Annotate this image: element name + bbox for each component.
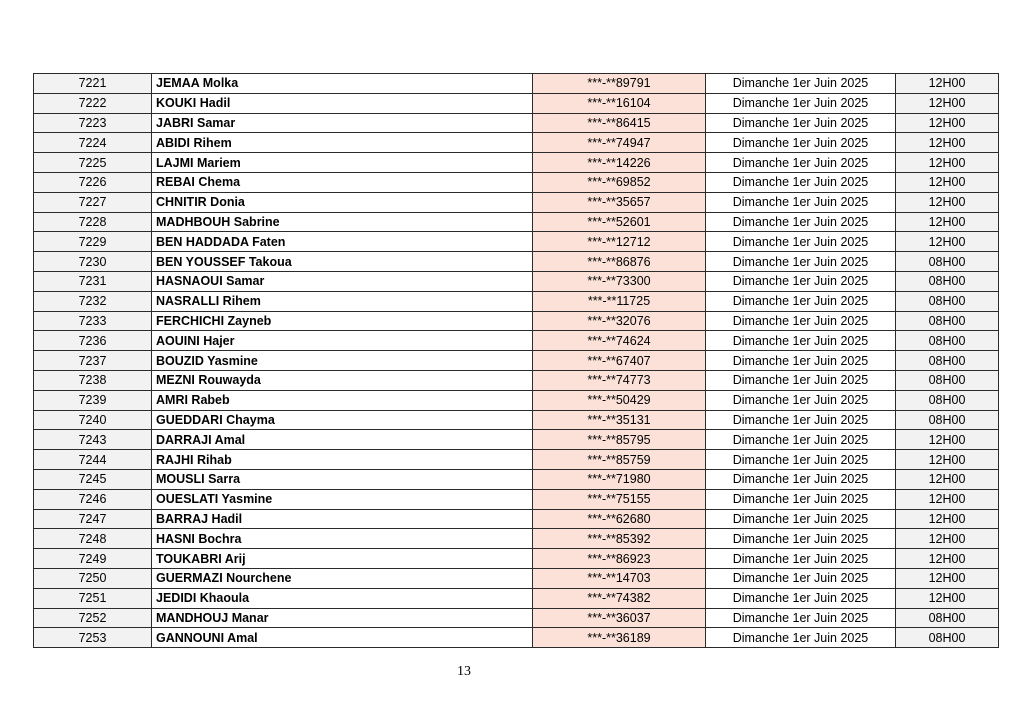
exam-date-cell: Dimanche 1er Juin 2025 <box>706 172 896 192</box>
row-number-cell: 7249 <box>34 549 152 569</box>
exam-time-cell: 08H00 <box>896 351 999 371</box>
masked-id-cell: ***-**86876 <box>533 252 706 272</box>
masked-id-cell: ***-**14703 <box>533 568 706 588</box>
exam-date-cell: Dimanche 1er Juin 2025 <box>706 568 896 588</box>
exam-date-cell: Dimanche 1er Juin 2025 <box>706 410 896 430</box>
exam-time-cell: 08H00 <box>896 311 999 331</box>
masked-id-cell: ***-**12712 <box>533 232 706 252</box>
masked-id-cell: ***-**14226 <box>533 153 706 173</box>
exam-time-cell: 12H00 <box>896 430 999 450</box>
candidate-name-cell: GUERMAZI Nourchene <box>152 568 533 588</box>
candidate-name-cell: JEMAA Molka <box>152 74 533 94</box>
table-row <box>34 469 999 489</box>
candidate-name-cell: KOUKI Hadil <box>152 93 533 113</box>
row-number-cell: 7245 <box>34 469 152 489</box>
exam-time-cell: 08H00 <box>896 608 999 628</box>
exam-time-cell: 12H00 <box>896 469 999 489</box>
row-number-cell: 7237 <box>34 351 152 371</box>
exam-date-cell: Dimanche 1er Juin 2025 <box>706 232 896 252</box>
exam-time-cell: 12H00 <box>896 93 999 113</box>
row-number-cell: 7236 <box>34 331 152 351</box>
candidate-name-cell: BEN YOUSSEF Takoua <box>152 252 533 272</box>
row-number-cell: 7239 <box>34 390 152 410</box>
exam-date-cell: Dimanche 1er Juin 2025 <box>706 212 896 232</box>
exam-date-cell: Dimanche 1er Juin 2025 <box>706 351 896 371</box>
exam-time-cell: 12H00 <box>896 153 999 173</box>
masked-id-cell: ***-**67407 <box>533 351 706 371</box>
page-number: 13 <box>457 664 471 679</box>
exam-date-cell: Dimanche 1er Juin 2025 <box>706 331 896 351</box>
exam-date-cell: Dimanche 1er Juin 2025 <box>706 450 896 470</box>
exam-date-cell: Dimanche 1er Juin 2025 <box>706 469 896 489</box>
candidate-name-cell: CHNITIR Donia <box>152 192 533 212</box>
row-number-cell: 7252 <box>34 608 152 628</box>
candidate-name-cell: RAJHI Rihab <box>152 450 533 470</box>
masked-id-cell: ***-**86415 <box>533 113 706 133</box>
table-row <box>34 192 999 212</box>
row-number-cell: 7223 <box>34 113 152 133</box>
candidate-name-cell: JABRI Samar <box>152 113 533 133</box>
exam-time-cell: 12H00 <box>896 74 999 94</box>
exam-time-cell: 12H00 <box>896 212 999 232</box>
candidate-name-cell: MADHBOUH Sabrine <box>152 212 533 232</box>
candidate-name-cell: AMRI Rabeb <box>152 390 533 410</box>
masked-id-cell: ***-**36189 <box>533 628 706 648</box>
masked-id-cell: ***-**32076 <box>533 311 706 331</box>
row-number-cell: 7233 <box>34 311 152 331</box>
table-row <box>34 133 999 153</box>
masked-id-cell: ***-**74773 <box>533 370 706 390</box>
exam-date-cell: Dimanche 1er Juin 2025 <box>706 370 896 390</box>
table-row <box>34 370 999 390</box>
table-row <box>34 430 999 450</box>
exam-time-cell: 12H00 <box>896 588 999 608</box>
row-number-cell: 7227 <box>34 192 152 212</box>
candidates-table <box>33 73 999 648</box>
masked-id-cell: ***-**52601 <box>533 212 706 232</box>
exam-time-cell: 08H00 <box>896 370 999 390</box>
row-number-cell: 7226 <box>34 172 152 192</box>
table-row <box>34 568 999 588</box>
candidate-name-cell: TOUKABRI Arij <box>152 549 533 569</box>
table-row <box>34 113 999 133</box>
row-number-cell: 7224 <box>34 133 152 153</box>
exam-time-cell: 08H00 <box>896 252 999 272</box>
row-number-cell: 7247 <box>34 509 152 529</box>
exam-date-cell: Dimanche 1er Juin 2025 <box>706 430 896 450</box>
masked-id-cell: ***-**35657 <box>533 192 706 212</box>
candidate-name-cell: MEZNI Rouwayda <box>152 370 533 390</box>
exam-time-cell: 12H00 <box>896 529 999 549</box>
table-row <box>34 509 999 529</box>
table-row <box>34 291 999 311</box>
masked-id-cell: ***-**62680 <box>533 509 706 529</box>
candidate-name-cell: FERCHICHI Zayneb <box>152 311 533 331</box>
exam-date-cell: Dimanche 1er Juin 2025 <box>706 153 896 173</box>
exam-date-cell: Dimanche 1er Juin 2025 <box>706 271 896 291</box>
candidate-name-cell: BOUZID Yasmine <box>152 351 533 371</box>
exam-time-cell: 12H00 <box>896 232 999 252</box>
row-number-cell: 7228 <box>34 212 152 232</box>
exam-time-cell: 12H00 <box>896 133 999 153</box>
exam-time-cell: 08H00 <box>896 331 999 351</box>
exam-date-cell: Dimanche 1er Juin 2025 <box>706 291 896 311</box>
candidate-name-cell: DARRAJI Amal <box>152 430 533 450</box>
table-row <box>34 252 999 272</box>
exam-date-cell: Dimanche 1er Juin 2025 <box>706 608 896 628</box>
candidate-name-cell: LAJMI Mariem <box>152 153 533 173</box>
table-row <box>34 351 999 371</box>
row-number-cell: 7238 <box>34 370 152 390</box>
table-row <box>34 331 999 351</box>
masked-id-cell: ***-**73300 <box>533 271 706 291</box>
candidate-name-cell: BEN HADDADA Faten <box>152 232 533 252</box>
exam-date-cell: Dimanche 1er Juin 2025 <box>706 74 896 94</box>
table-row <box>34 549 999 569</box>
candidate-name-cell: AOUINI Hajer <box>152 331 533 351</box>
table-row <box>34 390 999 410</box>
masked-id-cell: ***-**75155 <box>533 489 706 509</box>
row-number-cell: 7240 <box>34 410 152 430</box>
exam-date-cell: Dimanche 1er Juin 2025 <box>706 390 896 410</box>
row-number-cell: 7231 <box>34 271 152 291</box>
row-number-cell: 7222 <box>34 93 152 113</box>
masked-id-cell: ***-**85392 <box>533 529 706 549</box>
row-number-cell: 7244 <box>34 450 152 470</box>
table-row <box>34 529 999 549</box>
exam-time-cell: 12H00 <box>896 172 999 192</box>
masked-id-cell: ***-**86923 <box>533 549 706 569</box>
exam-date-cell: Dimanche 1er Juin 2025 <box>706 93 896 113</box>
exam-time-cell: 12H00 <box>896 113 999 133</box>
exam-date-cell: Dimanche 1er Juin 2025 <box>706 549 896 569</box>
exam-time-cell: 08H00 <box>896 410 999 430</box>
table-row <box>34 153 999 173</box>
exam-time-cell: 08H00 <box>896 291 999 311</box>
exam-date-cell: Dimanche 1er Juin 2025 <box>706 113 896 133</box>
exam-time-cell: 12H00 <box>896 192 999 212</box>
candidate-name-cell: REBAI Chema <box>152 172 533 192</box>
row-number-cell: 7246 <box>34 489 152 509</box>
masked-id-cell: ***-**74624 <box>533 331 706 351</box>
exam-date-cell: Dimanche 1er Juin 2025 <box>706 529 896 549</box>
candidate-name-cell: GUEDDARI Chayma <box>152 410 533 430</box>
table-row <box>34 271 999 291</box>
exam-date-cell: Dimanche 1er Juin 2025 <box>706 133 896 153</box>
exam-time-cell: 12H00 <box>896 568 999 588</box>
candidates-table-body <box>34 74 999 648</box>
table-row <box>34 311 999 331</box>
row-number-cell: 7221 <box>34 74 152 94</box>
candidate-name-cell: OUESLATI Yasmine <box>152 489 533 509</box>
table-row <box>34 232 999 252</box>
table-row <box>34 489 999 509</box>
row-number-cell: 7230 <box>34 252 152 272</box>
exam-time-cell: 12H00 <box>896 509 999 529</box>
candidate-name-cell: HASNI Bochra <box>152 529 533 549</box>
candidate-name-cell: NASRALLI Rihem <box>152 291 533 311</box>
candidate-name-cell: JEDIDI Khaoula <box>152 588 533 608</box>
table-row <box>34 608 999 628</box>
row-number-cell: 7250 <box>34 568 152 588</box>
candidate-name-cell: BARRAJ Hadil <box>152 509 533 529</box>
candidate-name-cell: GANNOUNI Amal <box>152 628 533 648</box>
masked-id-cell: ***-**16104 <box>533 93 706 113</box>
candidate-name-cell: ABIDI Rihem <box>152 133 533 153</box>
row-number-cell: 7229 <box>34 232 152 252</box>
masked-id-cell: ***-**89791 <box>533 74 706 94</box>
exam-date-cell: Dimanche 1er Juin 2025 <box>706 192 896 212</box>
exam-date-cell: Dimanche 1er Juin 2025 <box>706 489 896 509</box>
row-number-cell: 7251 <box>34 588 152 608</box>
table-row <box>34 93 999 113</box>
exam-date-cell: Dimanche 1er Juin 2025 <box>706 252 896 272</box>
masked-id-cell: ***-**74382 <box>533 588 706 608</box>
candidate-name-cell: MOUSLI Sarra <box>152 469 533 489</box>
table-row <box>34 588 999 608</box>
table-row <box>34 628 999 648</box>
masked-id-cell: ***-**11725 <box>533 291 706 311</box>
exam-time-cell: 12H00 <box>896 450 999 470</box>
table-row <box>34 74 999 94</box>
row-number-cell: 7225 <box>34 153 152 173</box>
table-row <box>34 212 999 232</box>
exam-time-cell: 08H00 <box>896 271 999 291</box>
exam-date-cell: Dimanche 1er Juin 2025 <box>706 628 896 648</box>
row-number-cell: 7253 <box>34 628 152 648</box>
row-number-cell: 7248 <box>34 529 152 549</box>
table-row <box>34 450 999 470</box>
table-row <box>34 172 999 192</box>
exam-date-cell: Dimanche 1er Juin 2025 <box>706 509 896 529</box>
candidate-name-cell: MANDHOUJ Manar <box>152 608 533 628</box>
exam-time-cell: 08H00 <box>896 390 999 410</box>
row-number-cell: 7232 <box>34 291 152 311</box>
candidate-name-cell: HASNAOUI Samar <box>152 271 533 291</box>
masked-id-cell: ***-**69852 <box>533 172 706 192</box>
masked-id-cell: ***-**74947 <box>533 133 706 153</box>
exam-time-cell: 12H00 <box>896 549 999 569</box>
masked-id-cell: ***-**85795 <box>533 430 706 450</box>
exam-time-cell: 12H00 <box>896 489 999 509</box>
masked-id-cell: ***-**50429 <box>533 390 706 410</box>
exam-date-cell: Dimanche 1er Juin 2025 <box>706 311 896 331</box>
masked-id-cell: ***-**71980 <box>533 469 706 489</box>
table-row <box>34 410 999 430</box>
masked-id-cell: ***-**35131 <box>533 410 706 430</box>
exam-time-cell: 08H00 <box>896 628 999 648</box>
exam-date-cell: Dimanche 1er Juin 2025 <box>706 588 896 608</box>
masked-id-cell: ***-**36037 <box>533 608 706 628</box>
row-number-cell: 7243 <box>34 430 152 450</box>
masked-id-cell: ***-**85759 <box>533 450 706 470</box>
